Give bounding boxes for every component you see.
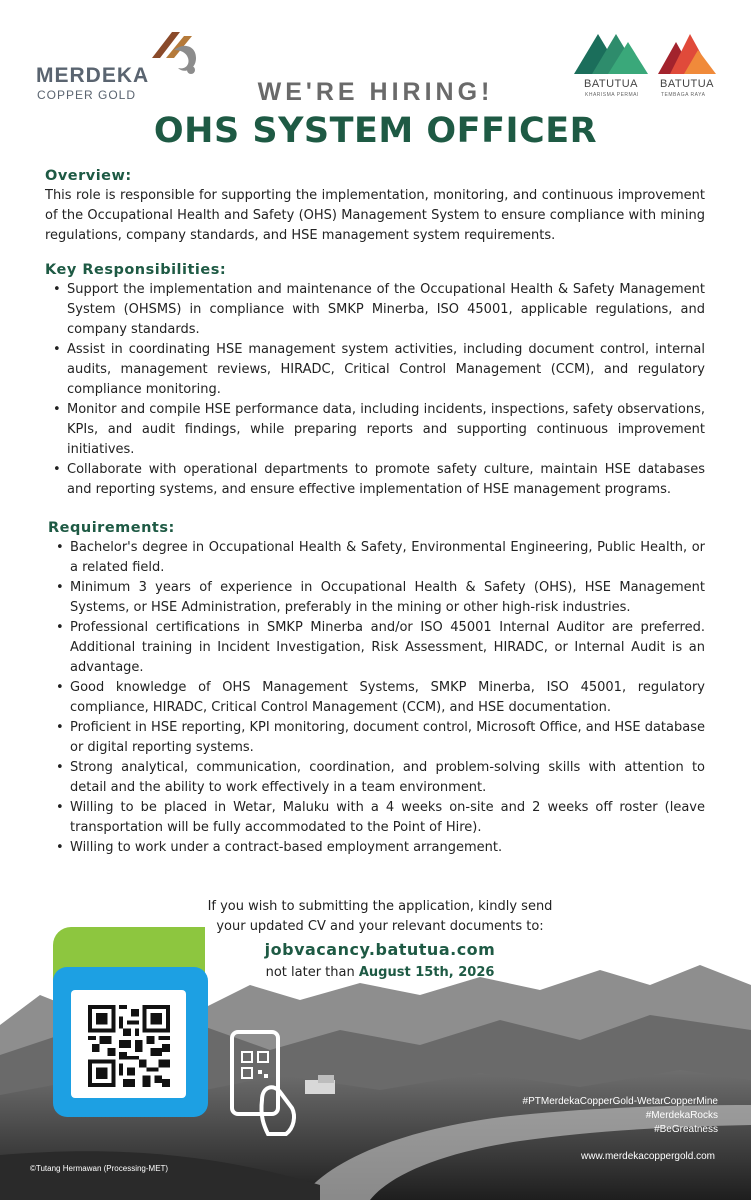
list-item: • Strong analytical, communication, coordination, and problem-solving skills with attention to detail and the ability to work effectively in a team environment. [70, 758, 705, 798]
batutua-tr-name: BATUTUA [660, 78, 715, 90]
requirements-list [45, 538, 705, 858]
apply-website-link[interactable]: jobvacancy.batutua.com [264, 940, 496, 959]
deadline-prefix: not later than [265, 965, 359, 980]
requirements-heading: Requirements: [48, 520, 175, 536]
hashtag: #PTMerdekaCopperGold-WetarCopperMine [522, 1096, 718, 1107]
responsibilities-heading: Key Responsibilities: [45, 262, 227, 278]
list-item: • Proficient in HSE reporting, KPI monitoring, document control, Microsoft Office, and HSE database or digital reporting systems. [70, 718, 705, 758]
hashtag: #MerdekaRocks [645, 1110, 718, 1121]
list-item: • Willing to be placed in Wetar, Maluku with a 4 weeks on-site and 2 weeks off roster (leave transportation will be fully accommodated to the Point of Hire). [70, 798, 705, 838]
merdeka-logo-icon [144, 28, 204, 83]
responsibilities-list [45, 280, 705, 500]
apply-line-2: your updated CV and your relevant documents to: [216, 919, 544, 934]
batutua-tr-sub: TEMBAGA RAYA [661, 92, 706, 98]
batutua-kp-name: BATUTUA [584, 78, 639, 90]
overview-text: This role is responsible for supporting the implementation, monitoring, and continuous improvement of the Occupational Health and Safety (OHS) Management System to ensure compliance with mining regulations, company standards, and HSE management system requirements. [45, 188, 705, 243]
photo-credit: ©Tutang Hermawan (Processing-MET) [30, 1164, 169, 1173]
overview-heading: Overview: [45, 168, 132, 184]
list-item: • Willing to work under a contract-based employment arrangement. [70, 838, 705, 858]
phone-scan-icon [228, 1030, 298, 1136]
list-item: • Support the implementation and maintenance of the Occupational Health & Safety Management System (OHSMS) in compliance with SMKP Minerba, ISO 45001, applicable regulations, and company standards. [67, 280, 705, 340]
list-item: • Minimum 3 years of experience in Occupational Health & Safety (OHS), HSE Management Systems, or HSE Administration, preferably in the mining or other high-risk industries. [70, 578, 705, 618]
batutua-mountain-icon [572, 30, 722, 76]
list-item: • Collaborate with operational departments to promote safety culture, maintain HSE databases and reporting systems, and ensure effective implementation of HSE management programs. [67, 460, 705, 500]
hashtag: #BeGreatness [654, 1124, 718, 1135]
list-item: • Monitor and compile HSE performance data, including incidents, inspections, safety observations, KPIs, and audit findings, while preparing reports and supporting continuous improvement initiatives. [67, 400, 705, 460]
application-info [150, 897, 610, 983]
apply-deadline [150, 963, 610, 983]
apply-line-1: If you wish to submitting the application, kindly send [207, 899, 553, 914]
list-item: • Assist in coordinating HSE management system activities, including document control, internal audits, management reviews, HIRADC, Critical Control Management (CCM), and regulatory compliance monitoring. [67, 340, 705, 400]
job-title: OHS SYSTEM OFFICER [153, 111, 598, 151]
job-description [45, 166, 705, 858]
list-item: • Good knowledge of OHS Management Systems, SMKP Minerba, ISO 45001, regulatory compliance, HIRADC, Critical Control Management (CCM), and HSE documentation. [70, 678, 705, 718]
deadline-date: August 15th, 2026 [358, 965, 495, 980]
hiring-banner: WE'RE HIRING! [257, 78, 494, 106]
batutua-kp-sub: KHARISMA PERMAI [585, 92, 639, 98]
qr-code-icon[interactable] [88, 1005, 170, 1087]
merdeka-logo-name: MERDEKA [36, 64, 150, 87]
hashtags [523, 1095, 718, 1137]
list-item: • Bachelor's degree in Occupational Health & Safety, Environmental Engineering, Public Health, or a related field. [70, 538, 705, 578]
merdeka-logo-sub: COPPER GOLD [37, 88, 137, 102]
list-item: • Professional certifications in SMKP Minerba and/or ISO 45001 Internal Auditor are preferred. Additional training in Incident Investigation, Risk Assessment, HIRADC, or Internal Audit is an advantage. [70, 618, 705, 678]
company-website[interactable]: www.merdekacoppergold.com [581, 1151, 715, 1162]
